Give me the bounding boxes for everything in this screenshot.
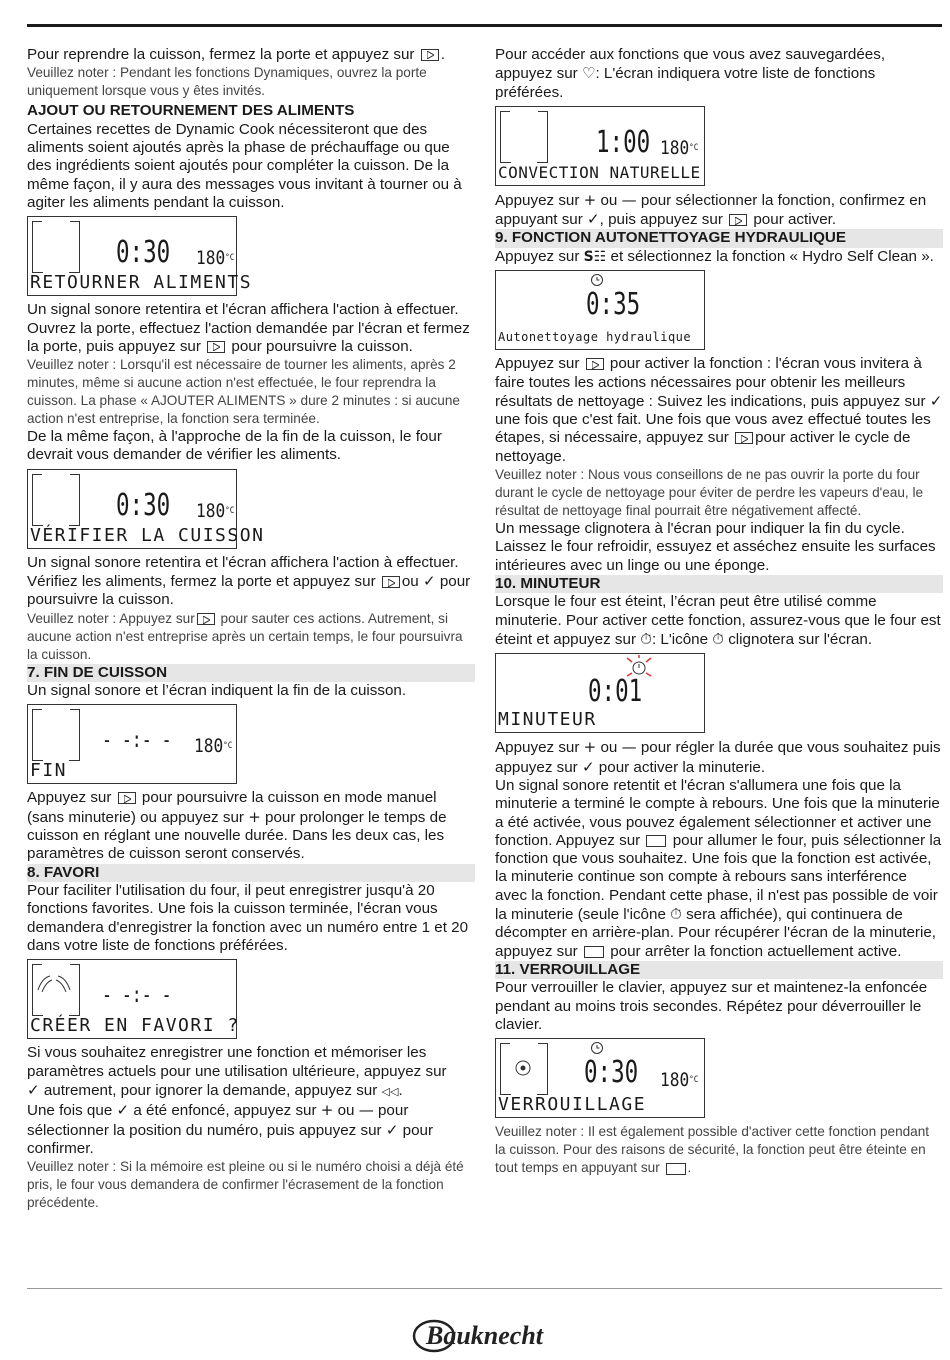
minus-icon: — — [358, 1101, 374, 1120]
paragraph-check: De la même façon, à l'approche de la fin de la cuisson, le four devrait vous demander de vérifier les aliments. — [27, 428, 442, 464]
display-temp: 180 — [194, 735, 224, 758]
check-icon: ✓ — [423, 572, 436, 591]
paragraph-lock: Pour verrouiller le clavier, appuyez sur et maintenez-la enfoncée pendant au moins trois secondes. Répétez pour déverrouiller le clavier. — [495, 979, 928, 1033]
paragraph-clean: Appuyez sur S☷ et sélectionnez la fonction « Hydro Self Clean ». — [495, 247, 934, 265]
back-icon: ◁◁ — [381, 1084, 399, 1098]
display-turn-food: 0:30 $180^{^\circ C}$ RETOURNER ALIMENTS — [27, 216, 237, 296]
power-icon — [646, 835, 666, 847]
paragraph-save: Si vous souhaitez enregistrer une fonction et mémoriser les paramètres actuels pour une utilisation ultérieure, appuyez sur ✓ autrement, pour ignorer la demande, appuyez sur ◁◁. — [27, 1044, 447, 1099]
display-time: 1:00 — [596, 124, 651, 160]
display-temp: 180 — [196, 499, 226, 522]
paragraph-end: Un signal sonore et l’écran indiquent la fin de la cuisson. — [27, 682, 407, 700]
display-message: CONVECTION NATURELLE — [498, 162, 701, 182]
display-temp: 180 — [660, 1069, 690, 1092]
display-message: VÉRIFIER LA CUISSON — [30, 524, 265, 546]
minus-icon: — — [621, 738, 637, 757]
display-message: VERROUILLAGE — [498, 1094, 647, 1116]
play-icon — [382, 576, 400, 588]
play-icon — [118, 792, 136, 804]
heading-lock: 11. VERROUILLAGE — [495, 961, 943, 980]
timer-icon: ⏱ — [640, 630, 652, 649]
display-temp: 180 — [660, 136, 690, 159]
display-check-cooking: 0:30 $180^{^\circ C}$ VÉRIFIER LA CUISSON — [27, 469, 237, 549]
display-end: - -:- - $180^{^\circ C}$ FIN — [27, 704, 237, 784]
display-time: - -:- - — [102, 983, 172, 1009]
minus-icon: — — [621, 190, 637, 209]
paragraph-add-food: Certaines recettes de Dynamic Cook nécessiteront que des aliments soient ajoutés après la phase de préchauffage ou que des ingrédients soient ajoutés pour compléter la cuisson. De la même façon, il y aura des messages vous invitant à tourner ou à agiter les aliments pendant la cuisson. — [27, 120, 462, 211]
note-dynamic: Veuillez noter : Pendant les fonctions Dynamiques, ouvrez la porte uniquement lorsque vous y êtes invités. — [27, 65, 427, 99]
heading-favorite: 8. FAVORI — [27, 864, 475, 883]
power-icon — [584, 946, 604, 958]
check-icon: ✓ — [581, 757, 595, 776]
power-icon — [666, 1163, 686, 1175]
play-icon — [421, 49, 439, 61]
display-time: 0:35 — [586, 287, 641, 323]
paragraph-signal-timer: Un signal sonore retentit et l'écran s'allumera une fois que la minuterie a terminé le compte à rebours. Une fois que la minuterie a été activée, vous pouvez également sélectionner et activer une fonction. Appuyez sur pour allumer le four, puis sélectionner la fonction que vous souhaitez. Une fois que la fonction est activée, la minuterie continue son compte à rebours sans interférence avec la fonction. Pendant cette phase, il n'est pas possible de voir la minuterie (seule l'icône ⏱ sera affichée), qui continuera de décompter en arrière-plan. Pour récupérer l'écran de la minuterie, appuyez sur pour arrêter la fonction actuellement active. — [495, 776, 942, 960]
paragraph-timer: Lorsque le four est éteint, l’écran peut être utilisé comme minuterie. Pour activer cette fonction, assurez-vous que le four est éteint et appuyez sur ⏱: L'icône ⏱ clignotera sur l'écran. — [495, 593, 941, 649]
paragraph-signal-1: Un signal sonore retentira et l'écran affichera l'action à effectuer. Ouvrez la porte, effectuez l'action demandée par l'écran et fermez la porte, puis appuyez sur pour poursuivre la cuisson. — [27, 301, 470, 355]
display-lock: 0:30 $180^{^\circ C}$ VERROUILLAGE — [495, 1038, 705, 1118]
left-column — [27, 46, 475, 1212]
note-memory: Veuillez noter : Si la mémoire est pleine ou si le numéro choisi a déjà été pris, le four vous demandera de confirmer l'écrasement de la fonction précédente. — [27, 1159, 464, 1211]
bottom-rule — [27, 1288, 942, 1289]
check-icon: ✓ — [27, 1080, 40, 1099]
display-convection: 1:00 $180^{^\circ C}$ CONVECTION NATURELLE — [495, 106, 705, 186]
note-skip: Veuillez noter : Appuyez sur pour sauter ces actions. Autrement, si aucune action n'est entreprise après un certain temps, le four poursuivra la cuisson. — [27, 610, 463, 662]
play-icon — [735, 432, 753, 444]
heading-add-food: AJOUT OU RETOURNEMENT DES ALIMENTS — [27, 102, 355, 120]
timer-icon: ⏱ — [670, 905, 682, 924]
display-message: RETOURNER ALIMENTS — [30, 272, 253, 294]
check-icon: ✓ — [385, 1120, 399, 1139]
paragraph-blink: Un message clignotera à l'écran pour indiquer la fin du cycle. Laissez le four refroidir, essuyez et asséchez ensuite les surfaces intérieures avec un linge ou une éponge. — [495, 520, 936, 574]
convection-icon — [36, 974, 72, 994]
heart-icon: ♡ — [581, 64, 596, 83]
note-door: Veuillez noter : Nous vous conseillons de ne pas ouvrir la porte du four durant le cycle de nettoyage pour éviter de perdre les vapeurs d'eau, le résultat de nettoyage final pourrait être négativement affecté. — [495, 467, 924, 519]
play-icon — [586, 358, 604, 370]
clock-icon — [590, 273, 604, 287]
right-column — [495, 46, 943, 1177]
menu-icon: S☷ — [583, 248, 607, 265]
display-time: 0:30 — [584, 1055, 639, 1091]
plus-icon: + — [583, 190, 597, 209]
clock-icon — [590, 1041, 604, 1055]
timer-icon: ⏱ — [712, 630, 724, 649]
display-temp: 180 — [196, 247, 226, 270]
display-time: - -:- - — [102, 728, 172, 754]
display-favorite — [27, 959, 240, 1039]
play-icon — [197, 613, 215, 625]
plus-icon: + — [248, 807, 261, 826]
note-turn: Veuillez noter : Lorsqu'il est nécessaire de tourner les aliments, après 2 minutes, même si aucune action n'est effectuée, le four reprendra la cuisson. La phase « AJOUTER ALIMENTS » dure 2 minutes : si aucune action n'est entreprise, la fonction sera terminée. — [27, 357, 460, 427]
display-message: CRÉER EN FAVORI ? — [30, 1015, 240, 1037]
fan-icon — [514, 1059, 532, 1077]
paragraph-manual: Appuyez sur pour poursuivre la cuisson en mode manuel (sans minuterie) ou appuyez sur + pour prolonger le temps de cuisson en réglant une nouvelle durée. Dans les deux cas, les paramètres de cuisson seront conservés. — [27, 789, 447, 863]
display-time: 0:01 — [588, 674, 643, 710]
paragraph-select: Appuyez sur + ou — pour sélectionner la fonction, confirmez en appuyant sur ✓, puis appuyez sur pour activer. — [495, 190, 927, 229]
paragraph-duration: Appuyez sur + ou — pour régler la durée que vous souhaitez puis appuyez sur ✓ pour activer la minuterie. — [495, 738, 941, 776]
check-icon: ✓ — [929, 391, 943, 410]
resume-paragraph: Pour reprendre la cuisson, fermez la porte et appuyez sur . — [27, 46, 445, 63]
heading-timer: 10. MINUTEUR — [495, 575, 943, 594]
paragraph-activate: Appuyez sur pour activer la fonction : l'écran vous invitera à faire toutes les actions nécessaires pour obtenir les meilleurs résultats de nettoyage : Suivez les indications, puis appuyez sur ✓ une fois que c'est fait. Une fois que vous avez effectué toutes les étapes, si nécessaire, appuyez sur pour activer le cycle de nettoyage. — [495, 355, 943, 465]
play-icon — [207, 341, 225, 353]
plus-icon: + — [320, 1101, 334, 1120]
heading-end-cooking: 7. FIN DE CUISSON — [27, 664, 475, 683]
brand-logo — [412, 1314, 574, 1354]
check-icon: ✓ — [587, 210, 600, 229]
display-time: 0:30 — [116, 487, 171, 523]
display-message: MINUTEUR — [498, 709, 597, 731]
top-rule — [27, 24, 942, 27]
brand-name: Bauknecht — [426, 1321, 544, 1350]
play-icon — [729, 214, 747, 226]
display-timer — [495, 653, 705, 733]
note-lock: Veuillez noter : Il est également possible d'activer cette fonction pendant la cuisson. Pour des raisons de sécurité, la fonction peut être éteinte en tout temps en appuyant sur . — [495, 1124, 930, 1176]
check-icon: ✓ — [116, 1101, 130, 1120]
paragraph-once: Une fois que ✓ a été enfoncé, appuyez sur + ou — pour sélectionner la position du numéro, puis appuyez sur ✓ pour confirmer. — [27, 1101, 434, 1157]
paragraph-access: Pour accéder aux fonctions que vous avez sauvegardées, appuyez sur ♡: L'écran indiquera votre liste de fonctions préférées. — [495, 46, 886, 101]
heading-hydro-clean: 9. FONCTION AUTONETTOYAGE HYDRAULIQUE — [495, 229, 943, 248]
plus-icon: + — [583, 738, 597, 757]
paragraph-signal-2: Un signal sonore retentira et l'écran affichera l'action à effectuer. Vérifiez les aliments, fermez la porte et appuyez sur ou ✓ pour poursuivre la cuisson. — [27, 553, 471, 609]
paragraph-favorite: Pour faciliter l'utilisation du four, il peut enregistrer jusqu'à 20 fonctions favorites. Une fois la cuisson terminée, l'écran vous demandera d'enregistrer la fonction avec un numéro entre 1 et 20 dans votre liste de fonctions préférées. — [27, 882, 469, 955]
display-message: FIN — [30, 760, 68, 782]
display-hydro-clean — [495, 270, 705, 350]
display-message: Autonettoyage hydraulique — [498, 330, 692, 345]
display-time: 0:30 — [116, 235, 171, 271]
